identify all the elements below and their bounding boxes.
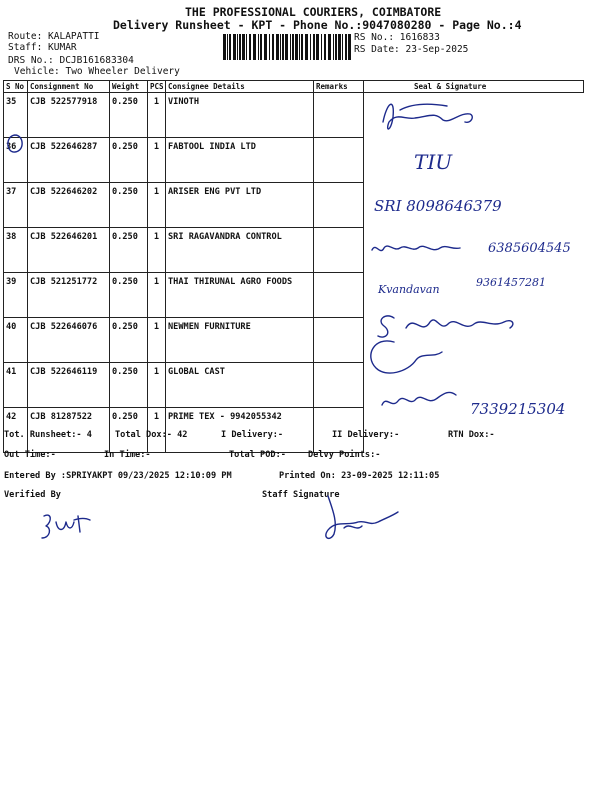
delvy-points: Delvy Points:- xyxy=(308,450,381,460)
cell-weight: 0.250 xyxy=(110,138,148,183)
cell-weight: 0.250 xyxy=(110,93,148,138)
cell-remarks xyxy=(314,228,364,273)
col-header-consignment: Consignment No xyxy=(28,81,110,93)
entered-by: Entered By :SPRIYAKPT 09/23/2025 12:10:09 PM xyxy=(4,471,232,481)
table-row xyxy=(4,138,584,183)
staff-signature-label: Staff Signature xyxy=(262,490,340,500)
col-header-signature: Seal & Signature xyxy=(364,81,584,93)
cell-pcs: 1 xyxy=(148,138,166,183)
cell-pcs: 1 xyxy=(148,228,166,273)
cell-cno: CJB 522646076 xyxy=(28,318,110,363)
table-row xyxy=(4,93,584,138)
cell-weight: 0.250 xyxy=(110,363,148,408)
table-header-row xyxy=(4,81,584,93)
cell-cno: CJB 81287522 xyxy=(28,408,110,453)
cell-cno: CJB 522646201 xyxy=(28,228,110,273)
cell-signature xyxy=(364,138,584,183)
cell-pcs: 1 xyxy=(148,363,166,408)
cell-remarks xyxy=(314,93,364,138)
cell-sno: 39 xyxy=(4,273,28,318)
total-dox: Total Dox:- 42 xyxy=(115,430,188,440)
cell-sno: 38 xyxy=(4,228,28,273)
ii-delivery: II Delivery:- xyxy=(332,430,400,440)
cell-consignee: VINOTH xyxy=(166,93,314,138)
signature-row-37: SRI 8098646379 xyxy=(374,197,502,215)
signature-row-38-icon xyxy=(368,236,478,260)
cell-pcs: 1 xyxy=(148,318,166,363)
in-time: In Time:- xyxy=(104,450,151,460)
rs-date: RS Date: 23-Sep-2025 xyxy=(354,44,469,55)
cell-remarks xyxy=(314,138,364,183)
cell-weight: 0.250 xyxy=(110,408,148,453)
col-header-pcs: PCS xyxy=(148,81,166,93)
cell-pcs: 1 xyxy=(148,408,166,453)
circle-mark-icon xyxy=(4,133,26,155)
cell-pcs: 1 xyxy=(148,273,166,318)
cell-weight: 0.250 xyxy=(110,228,148,273)
cell-pcs: 1 xyxy=(148,183,166,228)
col-header-sno: S No xyxy=(4,81,28,93)
cell-remarks xyxy=(314,363,364,408)
barcode-icon xyxy=(223,34,351,60)
signature-row-39-phone: 9361457281 xyxy=(476,276,546,289)
phone-row-42: 7339215304 xyxy=(470,400,566,418)
cell-sno: 35 xyxy=(4,93,28,138)
cell-cno: CJB 522646119 xyxy=(28,363,110,408)
phone-row-38: 6385604545 xyxy=(488,241,571,256)
tot-runsheet: Tot. Runsheet:- 4 xyxy=(4,430,92,440)
out-time: Out Time:- xyxy=(4,450,56,460)
company-title: THE PROFESSIONAL COURIERS, COIMBATORE xyxy=(185,5,442,19)
cell-weight: 0.250 xyxy=(110,183,148,228)
col-header-weight: Weight xyxy=(110,81,148,93)
col-header-consignee: Consignee Details xyxy=(166,81,314,93)
cell-remarks xyxy=(314,273,364,318)
rs-number: RS No.: 1616833 xyxy=(354,32,440,43)
total-pod: Total POD:- xyxy=(229,450,286,460)
cell-cno: CJB 522577918 xyxy=(28,93,110,138)
signature-row-40-41-icon xyxy=(364,306,524,386)
cell-weight: 0.250 xyxy=(110,273,148,318)
cell-sno: 41 xyxy=(4,363,28,408)
cell-consignee: THAI THIRUNAL AGRO FOODS xyxy=(166,273,314,318)
signature-row-35-icon xyxy=(375,92,485,142)
cell-weight: 0.250 xyxy=(110,318,148,363)
signature-row-39-name: Kvandavan xyxy=(378,283,440,296)
runsheet-subtitle: Delivery Runsheet - KPT - Phone No.:9047080280 - Page No.:4 xyxy=(113,18,522,32)
i-delivery: I Delivery:- xyxy=(221,430,284,440)
cell-remarks xyxy=(314,318,364,363)
printed-on: Printed On: 23-09-2025 12:11:05 xyxy=(279,471,440,481)
signature-row-36: TIU xyxy=(414,150,453,174)
cell-consignee: NEWMEN FURNITURE xyxy=(166,318,314,363)
cell-sno: 42 xyxy=(4,408,28,453)
cell-cno: CJB 522646202 xyxy=(28,183,110,228)
cell-consignee: SRI RAGAVANDRA CONTROL xyxy=(166,228,314,273)
runsheet-table xyxy=(3,80,584,453)
drs-number: DRS No.: DCJB161683304 xyxy=(8,55,134,66)
cell-consignee: FABTOOL INDIA LTD xyxy=(166,138,314,183)
verifier-signature-icon xyxy=(38,508,98,544)
cell-consignee: GLOBAL CAST xyxy=(166,363,314,408)
rtn-dox: RTN Dox:- xyxy=(448,430,495,440)
staff-signature-icon xyxy=(314,492,404,552)
cell-consignee: ARISER ENG PVT LTD xyxy=(166,183,314,228)
cell-cno: CJB 521251772 xyxy=(28,273,110,318)
route-label: Route: KALAPATTI xyxy=(8,31,100,42)
cell-cno: CJB 522646287 xyxy=(28,138,110,183)
col-header-remarks: Remarks xyxy=(314,81,364,93)
cell-remarks xyxy=(314,183,364,228)
cell-consignee: PRIME TEX - 9942055342 xyxy=(166,408,314,453)
staff-label: Staff: KUMAR xyxy=(8,42,77,53)
signature-row-42-icon xyxy=(376,385,476,415)
cell-sno: 40 xyxy=(4,318,28,363)
cell-sno: 37 xyxy=(4,183,28,228)
verified-by: Verified By xyxy=(4,490,61,500)
vehicle-label: Vehicle: Two Wheeler Delivery xyxy=(14,66,180,77)
cell-sno: 36 xyxy=(4,138,28,183)
cell-pcs: 1 xyxy=(148,93,166,138)
